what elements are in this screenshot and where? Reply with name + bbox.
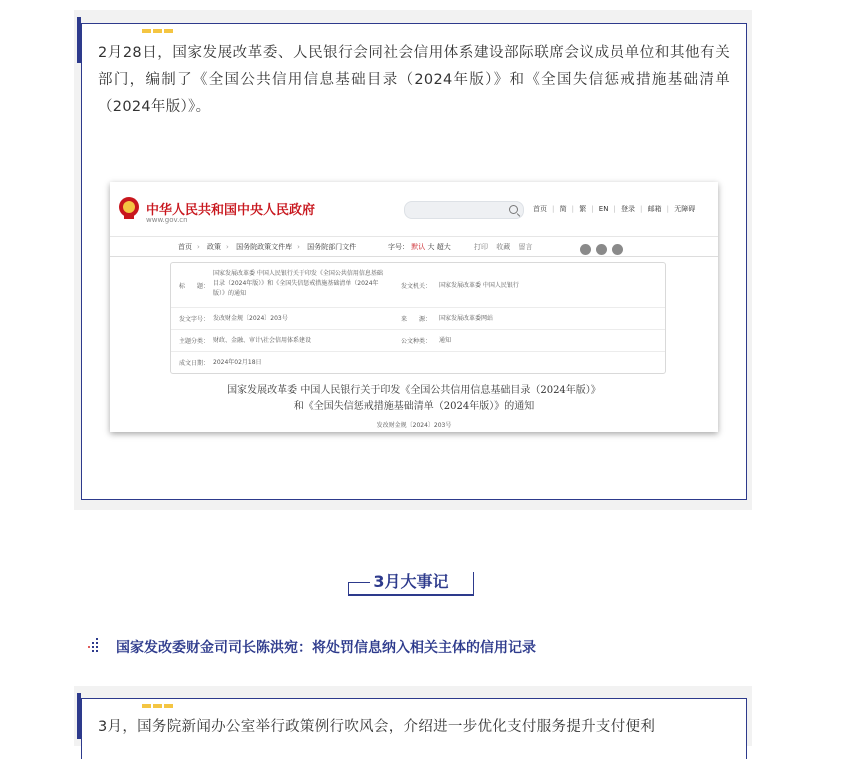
news-headline[interactable]: 国家发改委财金司司长陈洪宛：将处罚信息纳入相关主体的信用记录 xyxy=(116,640,536,656)
search-icon[interactable] xyxy=(509,205,518,214)
breadcrumb-policy[interactable]: 政策 xyxy=(207,243,222,251)
paragraph-mar: 3月，国务院新闻办公室举行政策例行吹风会，介绍进一步优化支付服务提升支付便利 xyxy=(98,719,656,735)
doc-number: 发改财金规〔2024〕203号 xyxy=(376,422,452,429)
meta-topic-value: 财政、金融、审计\社会信用体系建设 xyxy=(213,337,312,344)
paragraph-feb: 2月28日，国家发展改革委、人民银行会同社会信用体系建设部际联席会议成员单位和其他有关部门，编制了《全国公共信用信息基础目录（2024年版）》和《全国失信惩戒措施基础清单（2024年版）》。 xyxy=(98,45,730,115)
site-url: www.gov.cn xyxy=(146,216,188,224)
gov-header xyxy=(110,182,718,237)
section-header xyxy=(348,572,474,596)
doc-title-line2: 和《全国失信惩戒措施基础清单（2024年版）》的通知 xyxy=(293,401,535,412)
doc-title-line1: 国家发展改革委 中国人民银行关于印发《全国公共信用信息基础目录（2024年版）》 xyxy=(227,385,601,396)
share-icons xyxy=(580,240,628,259)
doc-title xyxy=(110,383,718,415)
meta-row-title xyxy=(171,263,665,308)
section-title: 3月大事记 xyxy=(373,572,449,591)
font-size-control xyxy=(388,242,451,252)
meta-date-value: 2024年02月18日 xyxy=(213,359,262,366)
meta-source-label: 来 源： xyxy=(401,316,432,323)
meta-source-value: 国家发展改革委网站 xyxy=(439,315,494,322)
font-size-large[interactable]: 大 xyxy=(427,243,435,251)
meta-docno-label: 发文字号： xyxy=(179,316,210,323)
panel-accent-dots xyxy=(142,18,180,22)
national-emblem-icon xyxy=(118,196,140,220)
meta-type-label: 公文种类： xyxy=(401,338,432,345)
gov-screenshot xyxy=(110,182,718,432)
font-size-default[interactable]: 默认 xyxy=(411,243,426,251)
breadcrumb: 首页 › 政策 › 国务院政策文件库 › 国务院部门文件 xyxy=(178,243,357,251)
nav-login[interactable]: 登录 xyxy=(621,205,636,213)
meta-title-value: 国家发展改革委 中国人民银行关于印发《全国公共信用信息基础目录（2024年版）》和《全国失信惩戒措施基础清单（2024年版）》的通知 xyxy=(213,270,383,297)
nav-simplified[interactable]: 简 xyxy=(559,205,567,213)
meta-org-label: 发文机关： xyxy=(401,283,432,290)
breadcrumb-home[interactable]: 首页 xyxy=(178,243,192,251)
dots-icon xyxy=(86,638,100,654)
meta-row-topic xyxy=(171,329,665,352)
weibo-icon[interactable] xyxy=(580,244,591,255)
doc-meta-table xyxy=(170,262,666,374)
page-tools xyxy=(474,242,538,252)
nav-accessibility[interactable]: 无障碍 xyxy=(674,205,696,213)
meta-date-label: 成文日期： xyxy=(179,360,210,367)
nav-home[interactable]: 首页 xyxy=(533,205,547,213)
print-link[interactable]: 打印 xyxy=(474,243,488,251)
nav-traditional[interactable]: 繁 xyxy=(579,205,587,213)
comment-link[interactable]: 留言 xyxy=(518,243,533,251)
breadcrumb-dept[interactable]: 国务院部门文件 xyxy=(307,243,357,251)
breadcrumb-bar xyxy=(110,238,718,257)
panel2-accent-dots xyxy=(142,693,180,697)
meta-row-docno xyxy=(171,307,665,330)
font-size-label: 字号： xyxy=(388,243,409,251)
meta-org-value: 国家发展改革委 中国人民银行 xyxy=(439,282,519,289)
nav-english[interactable]: EN xyxy=(598,205,609,213)
nav-mail[interactable]: 邮箱 xyxy=(647,205,662,213)
meta-topic-label: 主题分类： xyxy=(179,338,210,345)
panel2-accent-bar xyxy=(77,693,81,739)
meta-type-value: 通知 xyxy=(439,337,452,344)
meta-title-label: 标 题： xyxy=(179,283,210,290)
font-size-xlarge[interactable]: 超大 xyxy=(436,243,451,251)
breadcrumb-library[interactable]: 国务院政策文件库 xyxy=(236,243,293,251)
favorite-link[interactable]: 收藏 xyxy=(496,243,511,251)
wechat-icon[interactable] xyxy=(596,244,607,255)
meta-docno-value: 发改财金规〔2024〕203号 xyxy=(213,315,288,322)
panel-accent-bar xyxy=(77,17,81,63)
top-nav: 首页 | 简 | 繁 | EN | 登录 | 邮箱 | 无障碍 xyxy=(533,205,696,213)
star-icon[interactable] xyxy=(612,244,623,255)
meta-row-date xyxy=(171,351,665,373)
search-input[interactable] xyxy=(404,201,524,219)
site-title: 中华人民共和国中央人民政府 xyxy=(146,203,316,218)
